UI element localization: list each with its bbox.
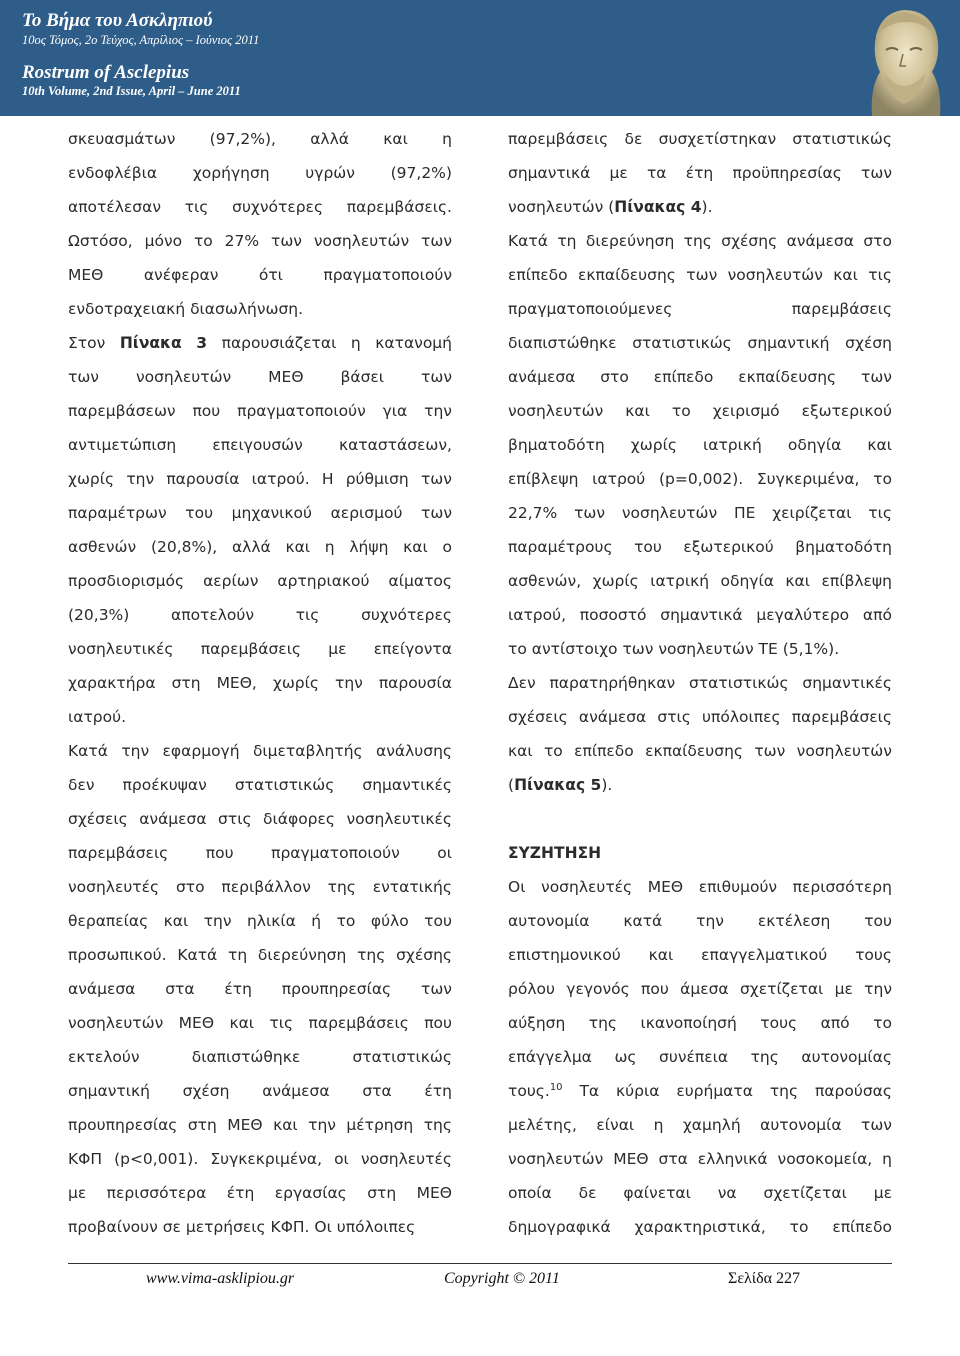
left-text-line: προσωπικού. Κατά τη διερεύνηση της σχέσης (68, 946, 452, 964)
left-text-line: παρεμβάσεων που πραγματοποιούν για την (68, 402, 452, 420)
left-text-line: νοσηλευτών ΜΕΘ και τις παρεμβάσεις που (68, 1014, 452, 1032)
right-text-line: αυτονομία κατά την εκτέλεση του (508, 912, 892, 930)
left-text-line: εκτελούν διαπιστώθηκε στατιστικώς (68, 1048, 452, 1066)
right-text-line: ανάμεσα στο επίπεδο εκπαίδευσης των (508, 368, 892, 386)
journal-title-english: Rostrum of Asclepius (22, 62, 190, 83)
left-text-line: αποτέλεσαν τις συχνότερες παρεμβάσεις. (68, 198, 452, 216)
right-text-line: επίπεδο εκπαίδευσης των νοσηλευτών και τις (508, 266, 892, 284)
left-text-line: Ωστόσο, μόνο το 27% των νοσηλευτών των (68, 232, 452, 250)
right-text-line: νοσηλευτών (Πίνακας 4). (508, 198, 713, 216)
right-text-line: και το επίπεδο εκπαίδευσης των νοσηλευτών (508, 742, 892, 760)
left-text-line: νοσηλευτές στο περιβάλλον της εντατικής (68, 878, 452, 896)
left-text-line: με περισσότερα έτη εργασίας στη ΜΕΘ (68, 1184, 452, 1202)
right-text-line: Κατά τη διερεύνηση της σχέσης ανάμεσα στο (508, 232, 892, 250)
right-text-line: νοσηλευτών και το χειρισμό εξωτερικού (508, 402, 892, 420)
left-text-line: ενδοφλέβια χορήγηση υγρών (97,2%) (68, 164, 452, 182)
right-text-line: σχέσεις ανάμεσα στις υπόλοιπες παρεμβάσεις (508, 708, 892, 726)
right-text-line: (Πίνακας 5). (508, 776, 613, 794)
left-text-line: προυπηρεσίας στη ΜΕΘ και την μέτρηση της (68, 1116, 452, 1134)
left-text-line: Στον Πίνακα 3 παρουσιάζεται η κατανομή (68, 334, 452, 352)
left-text-line: θεραπείας και την ηλικία ή το φύλο του (68, 912, 452, 930)
asclepius-bust-icon (842, 0, 960, 116)
right-text-line: Οι νοσηλευτές ΜΕΘ επιθυμούν περισσότερη (508, 878, 892, 896)
left-text-line: αντιμετώπιση επειγουσών καταστάσεων, (68, 436, 452, 454)
right-text-line: ασθενών, χωρίς ιατρική οδηγία και επίβλεψη (508, 572, 892, 590)
right-text-line: σημαντικά με τα έτη προϋπηρεσίας των (508, 164, 892, 182)
left-text-line: προβαίνουν σε μετρήσεις ΚΦΠ. Οι υπόλοιπες (68, 1218, 416, 1236)
left-text-column (68, 122, 452, 1244)
right-text-line: τους.$^{10}$ Τα κύρια ευρήματα της παρούσας (508, 1081, 892, 1100)
left-text-line: ιατρού. (68, 708, 127, 726)
right-text-line: παρεμβάσεις δε συσχετίστηκαν στατιστικώς (508, 130, 892, 148)
left-text-line: Κατά την εφαρμογή διμεταβλητής ανάλυσης (68, 742, 452, 760)
left-text-line: σημαντική σχέση ανάμεσα στα έτη (68, 1082, 452, 1100)
footer-website: www.vima-asklipiou.gr (146, 1270, 295, 1287)
right-text-line: ιατρού, ποσοστό σημαντικά μεγαλύτερο από (508, 606, 892, 624)
left-text-line: ενδοτραχειακή διασωλήνωση. (68, 300, 304, 318)
journal-header (0, 0, 960, 116)
left-text-line: χωρίς την παρουσία ιατρού. Η ρύθμιση των (68, 470, 452, 488)
right-text-line: πραγματοποιούμενες παρεμβάσεις (508, 300, 892, 318)
right-text-line: δημογραφικά χαρακτηριστικά, το επίπεδο (508, 1218, 892, 1236)
left-text-line: ασθενών (20,8%), αλλά και η λήψη και ο (68, 538, 452, 556)
left-text-line: χαρακτήρα στη ΜΕΘ, χωρίς την παρουσία (68, 674, 452, 692)
footer-page-number: Σελίδα 227 (728, 1270, 801, 1287)
right-text-line: αύξηση της ικανοποίησή τους από το (508, 1014, 892, 1032)
journal-masthead (22, 10, 259, 100)
right-text-line: νοσηλευτών ΜΕΘ στα ελληνικά νοσοκομεία, η (508, 1150, 892, 1168)
footer-copyright: Copyright © 2011 (444, 1270, 560, 1287)
right-text-line: βηματοδότη χωρίς ιατρική οδηγία και (508, 436, 892, 454)
journal-issue-greek: 10ος Τόμος, 2ο Τεύχος, Απρίλιος – Ιούνιος 2011 (22, 33, 260, 47)
journal-issue-english: 10th Volume, 2nd Issue, April – June 2011 (22, 84, 241, 98)
right-text-line: 22,7% των νοσηλευτών ΠΕ χειρίζεται τις (508, 504, 892, 522)
right-text-line: Δεν παρατηρήθηκαν στατιστικώς σημαντικές (508, 674, 892, 692)
right-text-column (508, 122, 892, 1244)
left-text-line: ανάμεσα στα έτη προυπηρεσίας των (68, 980, 452, 998)
journal-title-greek: Το Βήμα του Ασκληπιού (22, 10, 213, 31)
left-text-line: παραμέτρων του μηχανικού αερισμού των (68, 504, 452, 522)
right-text-line: επιστημονικού και επαγγελματικού τους (508, 946, 892, 964)
right-text-line: παραμέτρους του εξωτερικού βηματοδότη (508, 538, 892, 556)
left-text-line: σχέσεις ανάμεσα στις διάφορες νοσηλευτικές (68, 810, 452, 828)
left-text-line: ΜΕΘ ανέφεραν ότι πραγματοποιούν (68, 266, 452, 284)
left-text-line: (20,3%) αποτελούν τις συχνότερες (68, 606, 452, 624)
left-text-line: προσδιορισμός αερίων αρτηριακού αίματος (68, 572, 452, 590)
footer-divider (68, 1263, 892, 1264)
right-text-line (508, 802, 892, 836)
right-text-line: ρόλου γεγονός που άμεσα σχετίζεται με την (508, 980, 892, 998)
right-text-line: το αντίστοιχο των νοσηλευτών ΤΕ (5,1%). (508, 640, 840, 658)
left-text-line: σκευασμάτων (97,2%), αλλά και η (68, 130, 452, 148)
left-text-line: παρεμβάσεις που πραγματοποιούν οι (68, 844, 452, 862)
left-text-line: των νοσηλευτών ΜΕΘ βάσει των (68, 368, 452, 386)
left-text-line: ΚΦΠ (p<0,001). Συγκεκριμένα, οι νοσηλευτές (68, 1150, 452, 1168)
right-text-line: επάγγελμα ως συνέπεια της αυτονομίας (508, 1048, 892, 1066)
right-text-line: οποία δε φαίνεται να σχετίζεται με (508, 1184, 892, 1202)
right-text-line: επίβλεψη ιατρού (p=0,002). Συγκεριμένα, το (508, 470, 892, 488)
left-text-line: νοσηλευτικές παρεμβάσεις με επείγοντα (68, 640, 452, 658)
right-text-line: μελέτης, είναι η χαμηλή αυτονομία των (508, 1116, 892, 1134)
left-text-line: δεν προέκυψαν στατιστικώς σημαντικές (68, 776, 452, 794)
section-heading-discussion: ΣΥΖΗΤΗΣΗ (508, 844, 602, 862)
right-text-line: διαπιστώθηκε στατιστικώς σημαντική σχέση (508, 334, 892, 352)
